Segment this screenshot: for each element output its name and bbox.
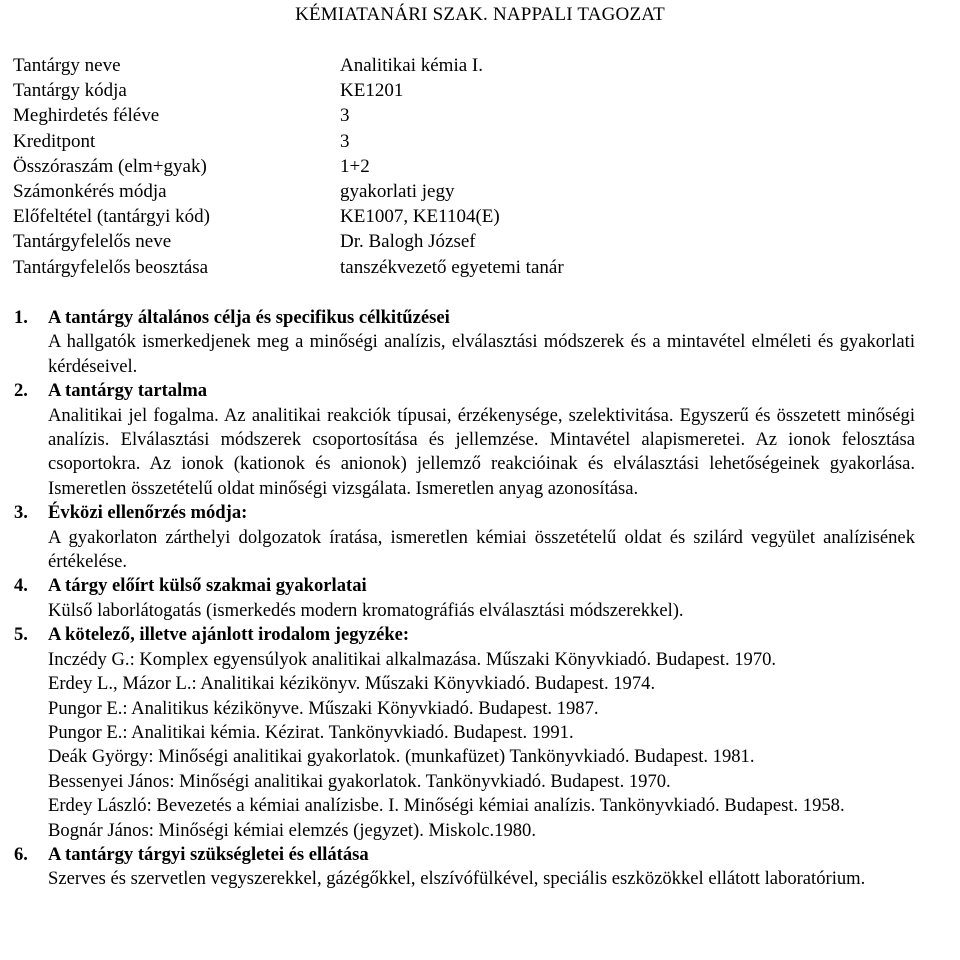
section-heading: A kötelező, illetve ajánlott irodalom jegyzéke: xyxy=(48,624,410,646)
list-item: Pungor E.: Analitikus kézikönyve. Műszaki Könyvkiadó. Budapest. 1987. xyxy=(48,697,599,719)
course-sections xyxy=(0,306,960,892)
course-name-value: Analitikai kémia I. xyxy=(340,55,483,76)
credit-label: Kreditpont xyxy=(13,130,96,152)
section-title xyxy=(14,843,960,867)
reference-list xyxy=(0,648,960,843)
section-literature xyxy=(0,623,960,843)
section-number: 2. xyxy=(14,380,28,402)
section-number: 5. xyxy=(14,624,28,646)
table-row xyxy=(13,129,948,154)
credit-value: 3 xyxy=(340,130,350,152)
total-hours-value: 1+2 xyxy=(340,155,370,177)
list-item: Bognár János: Minőségi kémiai elemzés (jegyzet). Miskolc.1980. xyxy=(48,819,536,841)
section-number: 1. xyxy=(14,307,28,328)
table-row xyxy=(13,179,948,204)
assessment-label: Számonkérés módja xyxy=(13,181,167,203)
table-row xyxy=(13,229,948,254)
table-row xyxy=(13,204,948,229)
responsible-position-label: Tantárgyfelelős beosztása xyxy=(13,256,209,278)
section-title xyxy=(14,574,960,598)
section-text: Szerves és szervetlen vegyszerekkel, gázégőkkel, elszívófülkével, speciális eszközökkel ellátott laboratórium. xyxy=(48,868,866,890)
list-item: Deák György: Minőségi analitikai gyakorlatok. (munkafüzet) Tankönyvkiadó. Budapest. 1981. xyxy=(48,746,755,768)
table-row xyxy=(13,78,948,103)
section-objectives xyxy=(0,306,960,379)
section-text: A gyakorlaton zárthelyi dolgozatok íratása, ismeretlen kémiai összetételű oldat és szilárd vegyület analízisének értékelése. xyxy=(48,526,915,573)
section-title xyxy=(14,379,960,403)
section-title xyxy=(14,623,960,647)
semester-label: Meghirdetés féléve xyxy=(13,105,160,127)
table-row xyxy=(13,103,948,128)
responsible-position-value: tanszékvezető egyetemi tanár xyxy=(340,256,564,278)
section-text: Analitikai jel fogalma. Az analitikai reakciók típusai, érzékenysége, szelektivitása. Egyszerű és összetett minőségi analízis. Elválasztási módszerek csoportosítása és jellemzése. Mintavétel alapismeretei. Az ionok felosztása csoportokra. Az ionok (kationok és anionok) jellemző reakcióinak és elválasztási lehetőségeinek gyakorlása. Ismeretlen összetételű oldat minőségi vizsgálata. Ismeretlen anyag azonosítása. xyxy=(48,404,915,499)
list-item: Inczédy G.: Komplex egyensúlyok analitikai alkalmazása. Műszaki Könyvkiadó. Budapest. 1970. xyxy=(48,648,777,670)
list-item: Erdey L., Mázor L.: Analitikai kézikönyv. Műszaki Könyvkiadó. Budapest. 1974. xyxy=(48,673,656,695)
section-number: 4. xyxy=(14,575,28,597)
table-row xyxy=(13,154,948,179)
prerequisite-label: Előfeltétel (tantárgyi kód) xyxy=(13,206,210,228)
section-heading: Évközi ellenőrzés módja: xyxy=(48,502,248,524)
course-code-label: Tantárgy kódja xyxy=(13,80,127,102)
section-heading: A tantárgy tartalma xyxy=(48,380,208,402)
responsible-name-value: Dr. Balogh József xyxy=(340,231,476,253)
total-hours-label: Összóraszám (elm+gyak) xyxy=(13,155,207,177)
assessment-value: gyakorlati jegy xyxy=(340,181,455,203)
semester-value: 3 xyxy=(340,105,350,127)
course-code-value: KE1201 xyxy=(340,80,404,102)
section-text: Külső laborlátogatás (ismerkedés modern kromatográfiás elválasztási módszerekkel). xyxy=(48,599,684,621)
section-heading: A tantárgy általános célja és specifikus célkitűzései xyxy=(48,307,450,328)
course-info-table xyxy=(13,53,948,280)
section-content xyxy=(0,379,960,501)
list-item: Bessenyei János: Minőségi analitikai gyakorlatok. Tankönyvkiadó. Budapest. 1970. xyxy=(48,770,671,792)
table-row xyxy=(13,255,948,280)
section-practice xyxy=(0,574,960,623)
prerequisite-value: KE1007, KE1104(E) xyxy=(340,206,500,228)
section-title xyxy=(14,306,960,330)
table-row xyxy=(13,53,948,78)
page-header: KÉMIATANÁRI SZAK. NAPPALI TAGOZAT xyxy=(295,4,665,25)
course-name-label: Tantárgy neve xyxy=(13,55,121,76)
responsible-name-label: Tantárgyfelelős neve xyxy=(13,231,172,253)
section-text: A hallgatók ismerkedjenek meg a minőségi analízis, elválasztási módszerek és a mintavétel elméleti és gyakorlati kérdéseivel. xyxy=(48,331,915,377)
list-item: Pungor E.: Analitikai kémia. Kézirat. Tankönyvkiadó. Budapest. 1991. xyxy=(48,721,574,743)
section-heading: A tárgy előírt külső szakmai gyakorlatai xyxy=(48,575,367,597)
section-number: 6. xyxy=(14,843,28,865)
section-requirements xyxy=(0,843,960,892)
section-assessment xyxy=(0,501,960,574)
list-item: Erdey László: Bevezetés a kémiai analízisbe. I. Minőségi kémiai analízis. Tankönyvkiadó. Budapest. 1958. xyxy=(48,795,845,817)
section-heading: A tantárgy tárgyi szükségletei és ellátása xyxy=(48,843,369,865)
section-number: 3. xyxy=(14,502,28,524)
section-title xyxy=(14,501,960,525)
